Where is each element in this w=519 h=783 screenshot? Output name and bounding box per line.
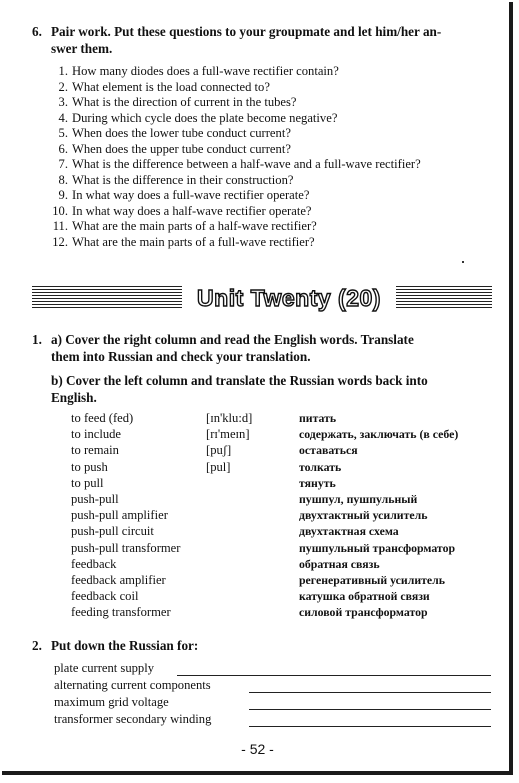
exercise-1b-line2: English.: [51, 390, 97, 405]
exercise-1-number: 1.: [32, 332, 42, 347]
vocab-english: feedback: [71, 556, 117, 571]
exercise-2-item: plate current supply: [54, 661, 155, 675]
vocab-russian: катушка обратной связи: [299, 589, 430, 604]
question-item: 9. In what way does a full-wave rectifier operate?: [58, 188, 310, 202]
question-item: 2. What element is the load connected to?: [58, 79, 270, 94]
vocab-russian: регенеративный усилитель: [299, 573, 446, 588]
exercise-6-heading-line2: swer them.: [51, 41, 113, 56]
textbook-page: [2, 2, 513, 775]
vocab-transcription-column: [206, 410, 252, 475]
vocab-english-column: [71, 410, 180, 621]
exercise-6-heading-line1: Pair work. Put these questions to your groupmate and let him/her an-: [51, 24, 442, 39]
stray-dot: [462, 261, 464, 263]
answer-blank-line: [249, 709, 491, 710]
vocab-english: feedback coil: [71, 589, 139, 604]
vocab-transcription: [ɪn'klu:d]: [206, 411, 253, 425]
vocab-russian: пушпул, пушпульный: [299, 492, 418, 507]
vocab-english: feeding transformer: [71, 605, 171, 620]
vocab-english: push-pull amplifier: [71, 508, 168, 523]
question-item: 12. What are the main parts of a full-wave rectifier?: [52, 234, 315, 249]
question-item: 10. In what way does a half-wave rectifier operate?: [52, 203, 312, 218]
vocab-russian: содержать, заключать (в себе): [299, 427, 459, 442]
question-item: 1. How many diodes does a full-wave rectifier contain?: [58, 64, 339, 78]
question-item: 3. What is the direction of current in the tubes?: [58, 95, 297, 109]
question-item: 6. When does the upper tube conduct current?: [58, 141, 291, 156]
question-item: 4. During which cycle does the plate become negative?: [58, 110, 338, 125]
vocab-russian: тянуть: [299, 475, 336, 490]
exercise-2-number: 2.: [32, 638, 42, 653]
exercise-2-item: maximum grid voltage: [54, 695, 169, 709]
exercise-2-heading: Put down the Russian for:: [51, 638, 199, 653]
vocab-english: push-pull: [71, 492, 119, 507]
exercise-1b-line1: b) Cover the left column and translate the Russian words back into: [51, 373, 428, 388]
question-item: 7. What is the difference between a half-wave and a full-wave rectifier?: [58, 157, 421, 171]
vocab-russian: толкать: [299, 459, 342, 474]
vocab-english: to push: [71, 459, 108, 474]
answer-blank-line: [249, 692, 491, 693]
unit-banner: [32, 286, 492, 310]
question-item: 5. When does the lower tube conduct current?: [58, 126, 291, 140]
unit-title: Unit Twenty (20): [197, 284, 381, 311]
vocab-english: to include: [71, 427, 122, 442]
vocab-russian: двухтактный усилитель: [299, 508, 428, 523]
answer-blank-line: [177, 675, 491, 676]
vocab-english: feedback amplifier: [71, 573, 166, 588]
vocab-russian: питать: [299, 411, 337, 425]
exercise-1a-line2: them into Russian and check your translation.: [51, 349, 311, 364]
vocab-english: to pull: [71, 475, 104, 490]
question-item: 8. What is the difference in their construction?: [58, 172, 294, 187]
vocab-russian: обратная связь: [299, 556, 380, 571]
vocab-russian: пушпульный трансформатор: [299, 540, 456, 555]
vocab-russian: двухтактная схема: [299, 524, 399, 539]
page-number: - 52 -: [241, 741, 274, 757]
vocab-english: to feed (fed): [71, 411, 134, 425]
vocab-english: push-pull transformer: [71, 540, 181, 555]
answer-blank-line: [249, 726, 491, 727]
vocab-transcription: [puʃ]: [206, 443, 232, 458]
question-list: [52, 64, 421, 250]
vocab-english: to remain: [71, 443, 119, 458]
exercise-2-item: alternating current components: [54, 678, 211, 692]
vocab-russian: силовой трансформатор: [299, 605, 428, 620]
exercise-6-number: 6.: [32, 24, 42, 39]
exercise-2-item: transformer secondary winding: [54, 712, 212, 726]
vocab-transcription: [rɪ'meɪn]: [206, 427, 250, 442]
vocab-russian-column: [299, 410, 458, 621]
exercise-1a-line1: a) Cover the right column and read the English words. Translate: [51, 332, 414, 347]
vocab-transcription: [pul]: [206, 459, 231, 474]
vocab-english: push-pull circuit: [71, 524, 154, 539]
vocab-russian: оставаться: [299, 443, 358, 458]
question-item: 11. What are the main parts of a half-wave rectifier?: [52, 219, 317, 233]
